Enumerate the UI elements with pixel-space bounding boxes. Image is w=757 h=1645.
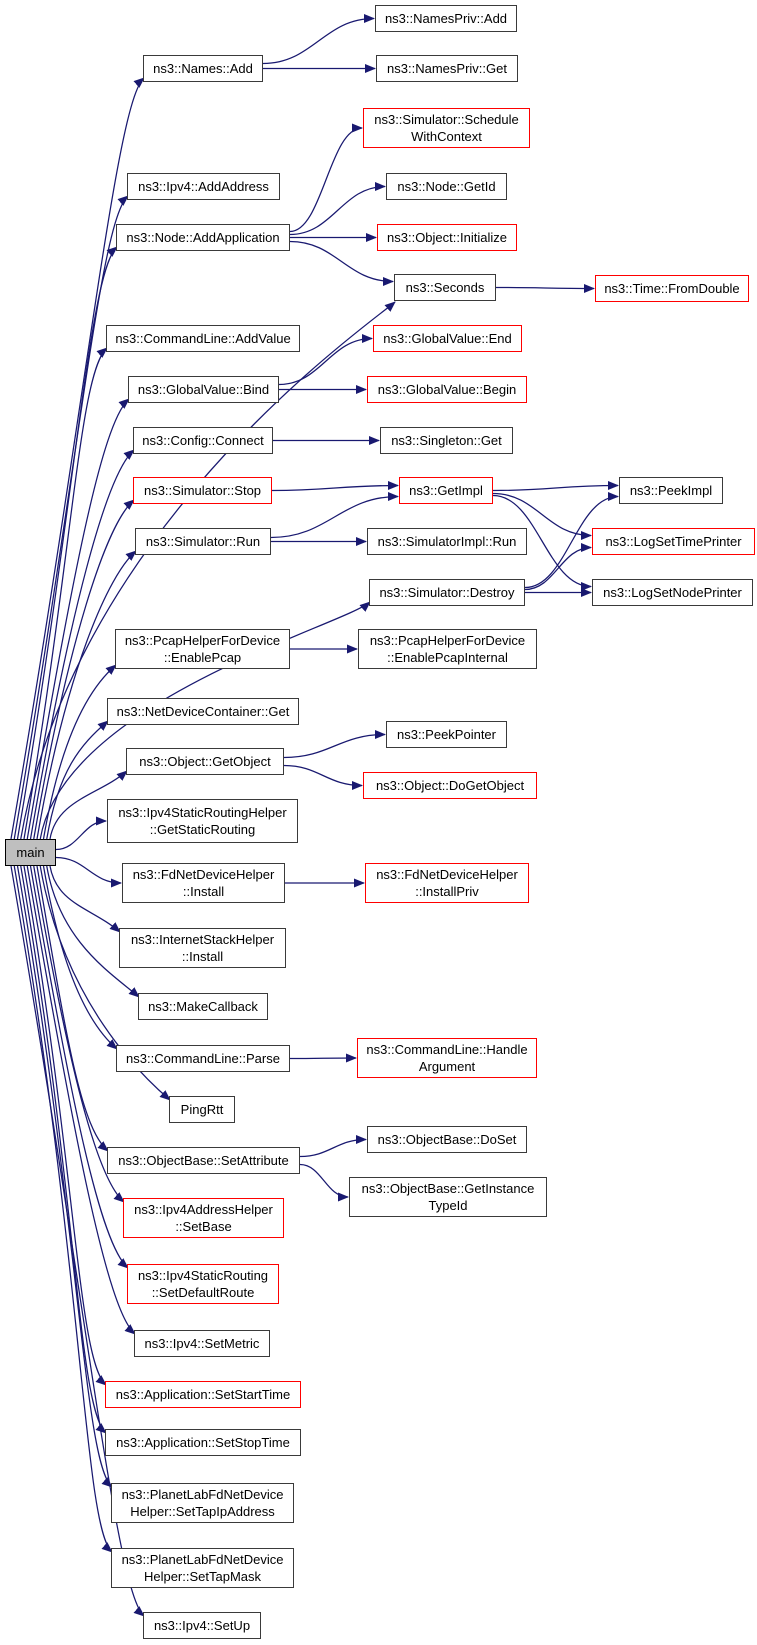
graph-node-label: ns3::PeekPointer <box>396 726 496 742</box>
call-edge-main--simulator_stop <box>34 500 134 839</box>
graph-node-object_dogetobject[interactable] <box>363 772 537 799</box>
call-edge-main--fdnetdevicehelper_install <box>56 858 121 884</box>
graph-node-label: ns3::Ipv4StaticRoutingHelper <box>118 804 287 820</box>
graph-node-label: ns3::MakeCallback <box>148 998 258 1014</box>
graph-node-label: ns3::Object::Initialize <box>387 229 507 245</box>
graph-node-peekpointer[interactable] <box>386 721 507 748</box>
graph-node-label: ns3::LogSetTimePrinter <box>605 533 742 549</box>
call-edge-main--internetstackhelper_install <box>50 866 120 932</box>
graph-node-namespriv_add[interactable] <box>375 5 517 32</box>
graph-node-label: ns3::GlobalValue::Begin <box>377 381 517 397</box>
graph-node-label: ns3::CommandLine::AddValue <box>115 330 291 346</box>
graph-node-main <box>5 839 56 866</box>
graph-node-commandline_addvalue[interactable] <box>106 325 300 352</box>
graph-node-planetlab_settapipaddress[interactable] <box>111 1483 294 1523</box>
graph-node-label: ns3::Node::GetId <box>397 178 496 194</box>
graph-node-label: TypeId <box>428 1198 468 1213</box>
graph-node-makecallback[interactable] <box>138 993 268 1020</box>
graph-node-label: ns3::Ipv4::AddAddress <box>138 178 269 194</box>
graph-node-node_getid[interactable] <box>386 173 507 200</box>
graph-node-label: ns3::Object::DoGetObject <box>375 777 525 793</box>
graph-node-object_initialize[interactable] <box>377 224 517 251</box>
graph-node-label: ns3::Names::Add <box>153 60 253 76</box>
graph-node-label: ns3::NetDeviceContainer::Get <box>116 703 290 719</box>
graph-node-label: ns3::Simulator::Run <box>145 533 261 549</box>
graph-node-simulatorimpl_run[interactable] <box>367 528 527 555</box>
graph-node-label: ns3::CommandLine::Parse <box>126 1050 280 1066</box>
graph-node-label: ns3::ObjectBase::DoSet <box>377 1131 517 1147</box>
graph-node-label: ns3::SimulatorImpl::Run <box>377 533 517 549</box>
graph-node-label: ::SetBase <box>175 1219 232 1234</box>
graph-node-label: WithContext <box>411 129 482 144</box>
call-edge-simulator_destroy--logsettimeprinter <box>525 548 591 590</box>
graph-node-label: ns3::PeekImpl <box>629 482 713 498</box>
graph-node-ipv4_addaddress[interactable] <box>127 173 280 200</box>
call-edge-getimpl--peekimpl <box>493 486 618 491</box>
graph-node-label: ns3::CommandLine::Handle <box>366 1041 528 1057</box>
graph-node-label: ::EnablePcap <box>163 650 242 665</box>
call-edge-main--commandline_addvalue <box>24 348 107 839</box>
graph-node-objectbase_doset[interactable] <box>367 1126 527 1153</box>
graph-node-label: ns3::NamesPriv::Add <box>384 10 508 26</box>
graph-node-objectbase_setattribute[interactable] <box>107 1147 300 1174</box>
graph-node-pingrtt[interactable] <box>169 1096 235 1123</box>
graph-node-label: ns3::PcapHelperForDevice <box>369 632 526 648</box>
graph-node-getimpl[interactable] <box>399 477 493 504</box>
graph-node-label: ns3::Ipv4::SetUp <box>153 1617 251 1633</box>
graph-node-application_setstoptime[interactable] <box>105 1429 301 1456</box>
graph-node-label: ns3::ObjectBase::GetInstance <box>361 1180 535 1196</box>
call-edge-main--application_setstarttime <box>24 866 106 1385</box>
graph-node-label: ns3::PlanetLabFdNetDevice <box>121 1551 284 1567</box>
graph-node-logsettimeprinter[interactable] <box>592 528 755 555</box>
graph-node-netdevicecontainer_get[interactable] <box>107 698 299 725</box>
graph-node-pcaphelper_enablepcap[interactable] <box>115 629 290 669</box>
graph-node-label: ns3::ObjectBase::SetAttribute <box>118 1152 289 1168</box>
graph-node-ipv4_setmetric[interactable] <box>134 1330 270 1357</box>
graph-node-label: Helper::SetTapIpAddress <box>130 1504 275 1519</box>
graph-node-simulator_stop[interactable] <box>133 477 272 504</box>
graph-node-label: ns3::Singleton::Get <box>391 432 502 448</box>
graph-node-label: PingRtt <box>180 1101 224 1117</box>
graph-node-label: ::EnablePcapInternal <box>387 650 508 665</box>
graph-node-label: ::SetDefaultRoute <box>151 1285 255 1300</box>
graph-node-ipv4addresshelper_setbase[interactable] <box>123 1198 284 1238</box>
graph-node-label: ns3::Ipv4StaticRouting <box>137 1267 269 1283</box>
graph-node-config_connect[interactable] <box>133 427 273 454</box>
graph-node-label: ns3::Application::SetStopTime <box>116 1434 290 1450</box>
graph-node-label: ns3::GlobalValue::End <box>383 330 512 346</box>
call-edge-commandline_parse--commandline_handleargument <box>290 1058 356 1059</box>
graph-node-fdnetdevicehelper_install[interactable] <box>122 863 285 903</box>
graph-node-globalvalue_end[interactable] <box>373 325 522 352</box>
graph-node-label: ns3::Ipv4AddressHelper <box>134 1201 273 1217</box>
graph-node-pcaphelper_enablepcapinternal[interactable] <box>358 629 537 669</box>
graph-node-application_setstarttime[interactable] <box>105 1381 301 1408</box>
graph-node-object_getobject[interactable] <box>126 748 284 775</box>
call-edge-simulator_stop--getimpl <box>272 486 398 491</box>
graph-node-label: ns3::Node::AddApplication <box>126 229 280 245</box>
call-edge-objectbase_setattribute--objectbase_doset <box>300 1140 366 1157</box>
graph-node-logsetnodeprinter[interactable] <box>592 579 753 606</box>
graph-node-simulator_schedulewithcontext[interactable] <box>363 108 530 148</box>
call-edge-object_getobject--object_dogetobject <box>284 766 362 786</box>
graph-node-names_add[interactable] <box>143 55 263 82</box>
graph-node-label: ::Install <box>181 949 224 964</box>
graph-node-label: ns3::InternetStackHelper <box>130 931 275 947</box>
graph-node-commandline_handleargument[interactable] <box>357 1038 537 1078</box>
call-edge-names_add--namespriv_add <box>263 19 374 64</box>
graph-node-label: ns3::PcapHelperForDevice <box>124 632 281 648</box>
graph-node-label: ns3::Time::FromDouble <box>604 280 740 296</box>
graph-node-label: ::InstallPriv <box>415 884 479 899</box>
graph-node-label: ::GetStaticRouting <box>149 822 256 837</box>
graph-node-label: ns3::LogSetNodePrinter <box>603 584 742 600</box>
graph-node-label: ns3::Ipv4::SetMetric <box>144 1335 260 1351</box>
graph-node-label: ns3::Seconds <box>405 279 485 295</box>
graph-node-label: ns3::GetImpl <box>409 482 483 498</box>
graph-node-ipv4_setup[interactable] <box>143 1612 261 1639</box>
graph-node-planetlab_settapmask[interactable] <box>111 1548 294 1588</box>
graph-node-label: ns3::NamesPriv::Get <box>387 60 507 76</box>
call-edge-objectbase_setattribute--objectbase_getinstancetypeid <box>300 1165 348 1198</box>
graph-node-ipv4staticroutinghelper_getstaticrouting[interactable] <box>107 799 298 843</box>
graph-node-label: ns3::GlobalValue::Bind <box>137 381 270 397</box>
graph-node-label: ns3::PlanetLabFdNetDevice <box>121 1486 284 1502</box>
call-edge-node_addapplication--simulator_schedulewithcontext <box>290 128 362 232</box>
graph-node-time_fromdouble[interactable] <box>595 275 749 302</box>
graph-node-label: ns3::Simulator::Schedule <box>374 111 519 127</box>
graph-node-label: main <box>16 844 45 860</box>
graph-node-globalvalue_bind[interactable] <box>128 376 279 403</box>
call-edge-seconds--time_fromdouble <box>496 288 594 289</box>
graph-node-internetstackhelper_install[interactable] <box>119 928 286 968</box>
call-edge-main--ipv4staticroutinghelper_getstaticrouting <box>56 821 106 850</box>
graph-node-label: ns3::Simulator::Stop <box>143 482 262 498</box>
call-edge-node_addapplication--node_getid <box>290 187 385 235</box>
graph-node-label: ns3::Application::SetStartTime <box>115 1386 291 1402</box>
graph-node-objectbase_getinstancetypeid[interactable] <box>349 1177 547 1217</box>
call-edge-object_getobject--peekpointer <box>284 735 385 758</box>
graph-node-peekimpl[interactable] <box>619 477 723 504</box>
graph-node-label: Helper::SetTapMask <box>143 1569 262 1584</box>
graph-node-simulator_run[interactable] <box>135 528 271 555</box>
graph-node-commandline_parse[interactable] <box>116 1045 290 1072</box>
graph-node-singleton_get[interactable] <box>380 427 513 454</box>
graph-node-label: ::Install <box>182 884 225 899</box>
graph-node-namespriv_get[interactable] <box>376 55 518 82</box>
graph-node-fdnetdevicehelper_installpriv[interactable] <box>365 863 529 903</box>
graph-node-seconds[interactable] <box>394 274 496 301</box>
graph-node-node_addapplication[interactable] <box>116 224 290 251</box>
graph-node-label: ns3::Config::Connect <box>142 432 264 448</box>
call-edge-main--objectbase_setattribute <box>37 866 108 1151</box>
graph-node-globalvalue_begin[interactable] <box>367 376 527 403</box>
graph-node-label: ns3::FdNetDeviceHelper <box>376 866 518 882</box>
graph-node-ipv4staticrouting_setdefaultroute[interactable] <box>127 1264 279 1304</box>
graph-node-label: ns3::FdNetDeviceHelper <box>132 866 275 882</box>
graph-node-label: ns3::Simulator::Destroy <box>379 584 515 600</box>
graph-node-label: Argument <box>418 1059 476 1074</box>
graph-node-label: ns3::Object::GetObject <box>139 753 271 769</box>
graph-node-simulator_destroy[interactable] <box>369 579 525 606</box>
